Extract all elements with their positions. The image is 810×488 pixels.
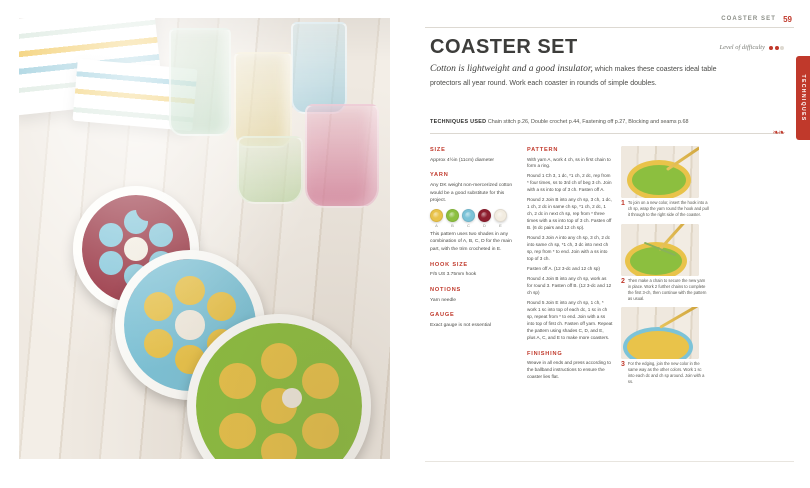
pattern-heading: PATTERN bbox=[527, 147, 559, 153]
section-gauge bbox=[430, 311, 518, 329]
yarn-swatch-c-label: C bbox=[466, 222, 471, 228]
info-column-left bbox=[430, 146, 518, 336]
hook-decoration-icon: ❧❧ bbox=[772, 128, 784, 137]
difficulty-label: Level of difficulty bbox=[719, 44, 765, 51]
yarn-swatch-b-label: B bbox=[451, 222, 454, 228]
section-gauge-text: Exact gauge is not essential bbox=[430, 322, 491, 328]
difficulty-dot-3 bbox=[780, 46, 784, 50]
yarn-swatch-b-color bbox=[446, 209, 459, 222]
step-3-photo bbox=[621, 307, 699, 359]
step-photo-column bbox=[621, 146, 709, 391]
section-size-text: Approx 4½in (11cm) diameter bbox=[430, 157, 495, 163]
step-3-number: 3 bbox=[621, 361, 625, 369]
section-yarn-note: This pattern uses two shades in any combination of A, B, C, D for the main part, with the trim crocheted in E. bbox=[430, 231, 512, 253]
intro-paragraph bbox=[430, 62, 720, 89]
step-1-caption: To join on a new color, insert the hook into a ch sp, wrap the yarn round the hook and pull it through to the right side of the coaster. bbox=[627, 200, 709, 217]
intro-lead: Cotton is lightweight and a good insulator, bbox=[430, 64, 593, 74]
intro-body: which makes these coasters ideal table protectors all year round. Work each coaster in rounds of simple doubles. bbox=[430, 66, 717, 87]
step-3 bbox=[621, 307, 709, 385]
section-notions bbox=[430, 286, 518, 304]
pattern-p4: Fasten off A. (12 3-dc and 12 ch sp) bbox=[527, 266, 600, 272]
pattern-column bbox=[527, 146, 613, 384]
pattern-p6: Round 5 Join E into any ch sp, 1 ch, * work 1 sc into top of each dc, 1 sc in ch sp, repeat from * to end. Join with a ss into top of first ch. Fasten off yarn. Repeat the pattern using shades C, D, and E, plus A, C, and E to make more coasters. bbox=[527, 299, 613, 340]
pattern-p3: Round 3 Join A into any ch sp, 3 ch, 2 dc into same ch sp, *1 ch, 3 dc into next ch sp, rep from * to end. Join with a ss into top of 3 ch. bbox=[527, 235, 610, 262]
step-1-photo bbox=[621, 146, 699, 198]
photo-lighting-overlay bbox=[19, 18, 390, 459]
pattern-p1: Round 1 Ch 3, 1 dc, *1 ch, 2 dc, rep from * four times, ss to 3rd ch of beg 3 ch. Join with a ss into top of 3 ch. Fasten off A. bbox=[527, 173, 612, 193]
step-3-caption-row bbox=[621, 361, 709, 385]
step-2-caption-row bbox=[621, 278, 709, 302]
step-1-caption-row bbox=[621, 200, 709, 218]
section-notions-text: Yarn needle bbox=[430, 297, 457, 303]
techniques-used-label: TECHNIQUES USED bbox=[430, 119, 487, 125]
difficulty-indicator bbox=[720, 44, 785, 51]
yarn-swatch-a bbox=[430, 209, 443, 229]
pattern-p2: Round 2 Join B into any ch sp, 3 ch, 1 dc, 1 ch, 2 dc in same ch sp, *1 ch, 2 dc, 1 ch, 2 dc in next ch sp, rep from * three times with a ss into top of 3 ch. Fasten off B. (6 dc pairs and 12 ch sp). bbox=[527, 197, 612, 231]
finishing-text: Weave in all ends and press according to the ballband instructions to ensure the coaster lies flat. bbox=[527, 360, 611, 380]
yarn-swatch-d bbox=[478, 209, 491, 229]
step-2-number: 2 bbox=[621, 277, 625, 285]
step-1-number: 1 bbox=[621, 200, 625, 207]
yarn-swatch-d-label: D bbox=[482, 222, 487, 228]
section-yarn-heading: YARN bbox=[430, 172, 449, 179]
pattern-p5: Round 4 Join B into any ch sp, work as for round 3. Fasten off B. (12 3-dc and 12 ch sp) bbox=[527, 276, 612, 295]
yarn-swatch-a-color bbox=[430, 209, 443, 222]
yarn-swatch-row bbox=[430, 209, 518, 229]
right-page bbox=[405, 0, 810, 488]
section-tab-techniques[interactable] bbox=[796, 56, 810, 140]
yarn-swatch-d-color bbox=[478, 209, 491, 222]
section-notions-heading: NOTIONS bbox=[430, 286, 462, 293]
yarn-swatch-b bbox=[446, 209, 459, 229]
yarn-swatch-e-color bbox=[494, 209, 507, 222]
finishing-heading: FINISHING bbox=[527, 350, 563, 357]
step-2 bbox=[621, 224, 709, 302]
section-size-heading: SIZE bbox=[430, 147, 446, 153]
techniques-used-text: Chain stitch p.26, Double crochet p.44, Fastening off p.27, Blocking and seams p.68 bbox=[487, 119, 689, 125]
page-title: COASTER SET bbox=[430, 36, 578, 58]
footer-rule bbox=[425, 461, 794, 462]
section-gauge-heading: GAUGE bbox=[430, 312, 455, 319]
step-2-caption: Then make a chain to secure the new yarn in place. Work 2 further chains to complete the first 3-ch, then continue with the pattern as usual. bbox=[627, 277, 707, 301]
techniques-used-line bbox=[430, 118, 760, 126]
section-size bbox=[430, 146, 518, 164]
yarn-swatch-e-label: E bbox=[499, 222, 502, 228]
difficulty-dot-2 bbox=[775, 46, 779, 50]
step-2-photo bbox=[621, 224, 699, 276]
pattern-p0: With yarn A, work 4 ch, ss in first chain to form a ring. bbox=[527, 156, 611, 169]
difficulty-dots bbox=[769, 46, 784, 50]
section-yarn-text: Any DK weight non-mercerized cotton would be a good substitute for this project. bbox=[430, 182, 513, 204]
running-head: COASTER SET bbox=[721, 16, 776, 22]
section-tab-label: TECHNIQUES bbox=[800, 74, 806, 122]
step-1 bbox=[621, 146, 709, 218]
header-rule bbox=[425, 27, 794, 28]
section-yarn bbox=[430, 171, 518, 253]
step-3-caption: For the edging, join the new color in the same way as the other colors. Work 1 sc into each dc and ch sp around. Join with a ss. bbox=[627, 361, 705, 385]
difficulty-dot-1 bbox=[769, 46, 773, 50]
page-number: 59 bbox=[783, 15, 792, 24]
yarn-swatch-e bbox=[494, 209, 507, 229]
crochet-coasters-photo bbox=[19, 18, 390, 459]
yarn-swatch-a-label: A bbox=[435, 222, 438, 228]
section-hook-size-heading: HOOK SIZE bbox=[430, 261, 468, 268]
section-rule bbox=[430, 133, 784, 134]
section-hook-size bbox=[430, 261, 518, 279]
section-hook-size-text: F/5 US 3.75mm hook bbox=[430, 272, 477, 278]
yarn-swatch-c bbox=[462, 209, 475, 229]
yarn-swatch-c-color bbox=[462, 209, 475, 222]
